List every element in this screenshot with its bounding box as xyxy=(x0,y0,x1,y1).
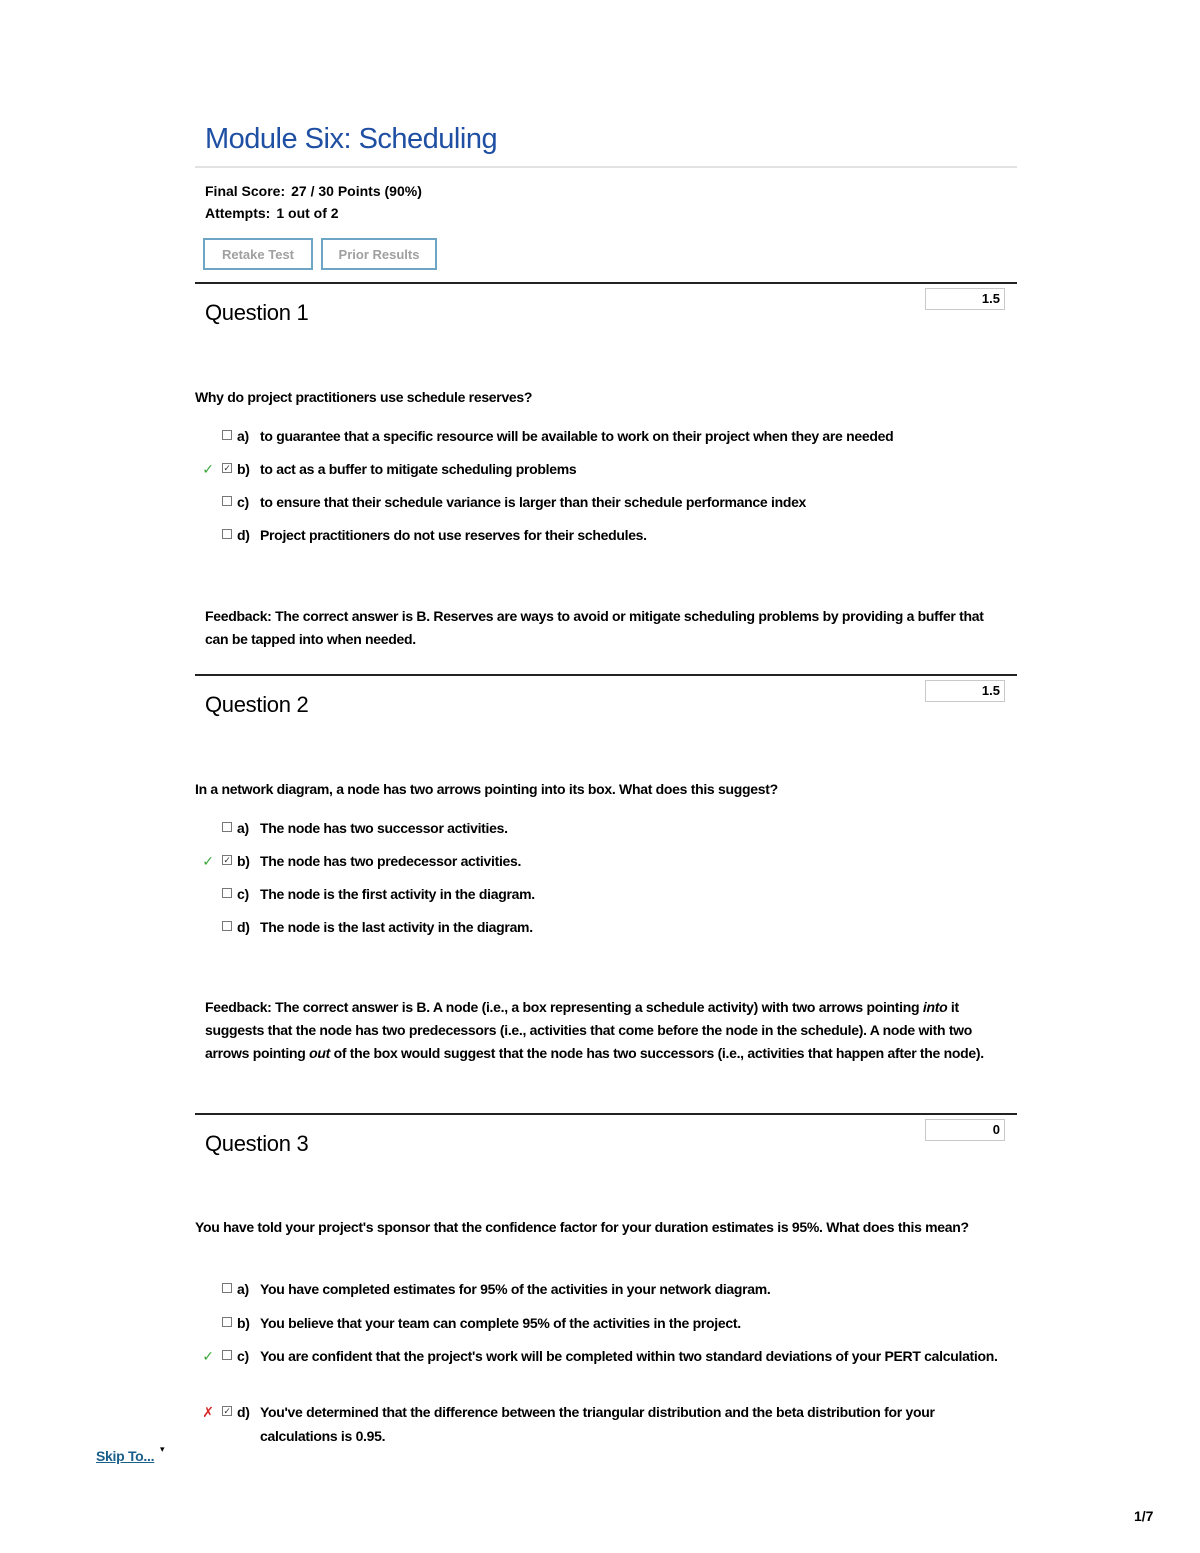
answer-checkbox[interactable] xyxy=(222,1317,232,1327)
answer-checkbox[interactable] xyxy=(222,921,232,931)
answer-text: You have completed estimates for 95% of the activities in your network diagram. xyxy=(260,1281,771,1297)
feedback-body-2: it suggests that the node has two predecessors (i.e., activities that come before the node in the schedule). A node with two arrows pointing xyxy=(205,999,973,1061)
answer-letter: b) xyxy=(237,853,250,869)
feedback-body: The correct answer is B. Reserves are ways to avoid or mitigate scheduling problems by providing a buffer that can be tapped into when needed. xyxy=(205,608,984,647)
answer-checkbox[interactable] xyxy=(222,1283,232,1293)
title-divider xyxy=(195,166,1017,168)
question-text: You have told your project's sponsor that the confidence factor for your duration estimates is 95%. What does this mean? xyxy=(195,1219,969,1235)
answer-text: The node is the first activity in the diagram. xyxy=(260,886,535,902)
question-divider xyxy=(195,282,1017,284)
answer-letter: d) xyxy=(237,919,250,935)
answer-checkbox[interactable] xyxy=(222,496,232,506)
question-score: 1.5 xyxy=(925,680,1005,702)
question-score: 0 xyxy=(925,1119,1005,1141)
question-text: Why do project practitioners use schedule reserves? xyxy=(195,389,533,405)
answer-text: The node is the last activity in the diagram. xyxy=(260,919,533,935)
answer-text: You've determined that the difference between the triangular distribution and the beta distribution for your calculations is 0.95. xyxy=(260,1404,935,1444)
answer-text: to guarantee that a specific resource will be available to work on their project when they are needed xyxy=(260,428,894,444)
answer-letter: c) xyxy=(237,886,249,902)
action-buttons xyxy=(203,238,437,270)
question-text: In a network diagram, a node has two arrows pointing into its box. What does this suggest? xyxy=(195,781,778,797)
correct-check-icon: ✓ xyxy=(202,853,214,869)
answer-text: You are confident that the project's work will be completed within two standard deviations of your PERT calculation. xyxy=(260,1348,998,1364)
answer-letter: c) xyxy=(237,1348,249,1364)
attempts-value: 1 out of 2 xyxy=(276,205,339,221)
answer-checkbox[interactable] xyxy=(222,1350,232,1360)
answer-letter: b) xyxy=(237,1315,250,1331)
question-divider xyxy=(195,1113,1017,1115)
answer-checkbox[interactable] xyxy=(222,888,232,898)
answer-checkbox[interactable]: ✓ xyxy=(223,1406,231,1416)
answer-text: The node has two predecessor activities. xyxy=(260,853,522,869)
question-title: Question 1 xyxy=(205,300,309,325)
feedback-text xyxy=(205,996,995,1065)
score-summary xyxy=(205,180,422,224)
page-title: Module Six: Scheduling xyxy=(205,123,498,156)
attempts-label: Attempts: xyxy=(205,205,271,221)
answer-text: You believe that your team can complete 95% of the activities in the project. xyxy=(260,1315,741,1331)
correct-check-icon: ✓ xyxy=(202,1348,214,1364)
chevron-down-icon[interactable]: ▾ xyxy=(160,1444,165,1454)
answer-checkbox[interactable] xyxy=(222,529,232,539)
feedback-emphasis-out: out xyxy=(309,1045,330,1061)
feedback-body-1: The correct answer is B. A node (i.e., a box representing a schedule activity) with two arrows pointing xyxy=(275,999,920,1015)
feedback-emphasis-into: into xyxy=(922,999,948,1015)
answer-checkbox[interactable] xyxy=(222,822,232,832)
answer-text: to ensure that their schedule variance is larger than their schedule performance index xyxy=(260,494,807,510)
incorrect-x-icon: ✗ xyxy=(202,1404,214,1420)
question-score: 1.5 xyxy=(925,288,1005,310)
feedback-text xyxy=(205,605,995,651)
feedback-label: Feedback: xyxy=(205,999,272,1015)
question-title: Question 3 xyxy=(205,1131,309,1156)
answer-letter: d) xyxy=(237,527,250,543)
correct-check-icon: ✓ xyxy=(202,461,214,477)
feedback-label: Feedback: xyxy=(205,608,272,624)
answer-checkbox[interactable] xyxy=(222,430,232,440)
answer-letter: a) xyxy=(237,1281,249,1297)
answer-text: Project practitioners do not use reserves for their schedules. xyxy=(260,527,647,543)
answer-letter: c) xyxy=(237,494,249,510)
page-number: 1/7 xyxy=(1134,1508,1154,1524)
final-score-value: 27 / 30 Points (90%) xyxy=(291,183,422,199)
answer-text: The node has two successor activities. xyxy=(260,820,508,836)
final-score-label: Final Score: xyxy=(205,183,286,199)
answer-checkbox[interactable]: ✓ xyxy=(223,855,231,865)
answer-letter: d) xyxy=(237,1404,250,1420)
prior-results-button[interactable]: Prior Results xyxy=(321,238,437,270)
question-title: Question 2 xyxy=(205,692,309,717)
answer-letter: b) xyxy=(237,461,250,477)
skip-to-link[interactable]: Skip To... xyxy=(96,1448,155,1464)
answer-checkbox[interactable]: ✓ xyxy=(223,463,231,473)
question-divider xyxy=(195,674,1017,676)
answer-letter: a) xyxy=(237,820,249,836)
feedback-body-3: of the box would suggest that the node has two successors (i.e., activities that happen after the node). xyxy=(333,1045,984,1061)
answer-letter: a) xyxy=(237,428,249,444)
answer-text: to act as a buffer to mitigate scheduling problems xyxy=(260,461,577,477)
retake-test-button[interactable]: Retake Test xyxy=(203,238,313,270)
